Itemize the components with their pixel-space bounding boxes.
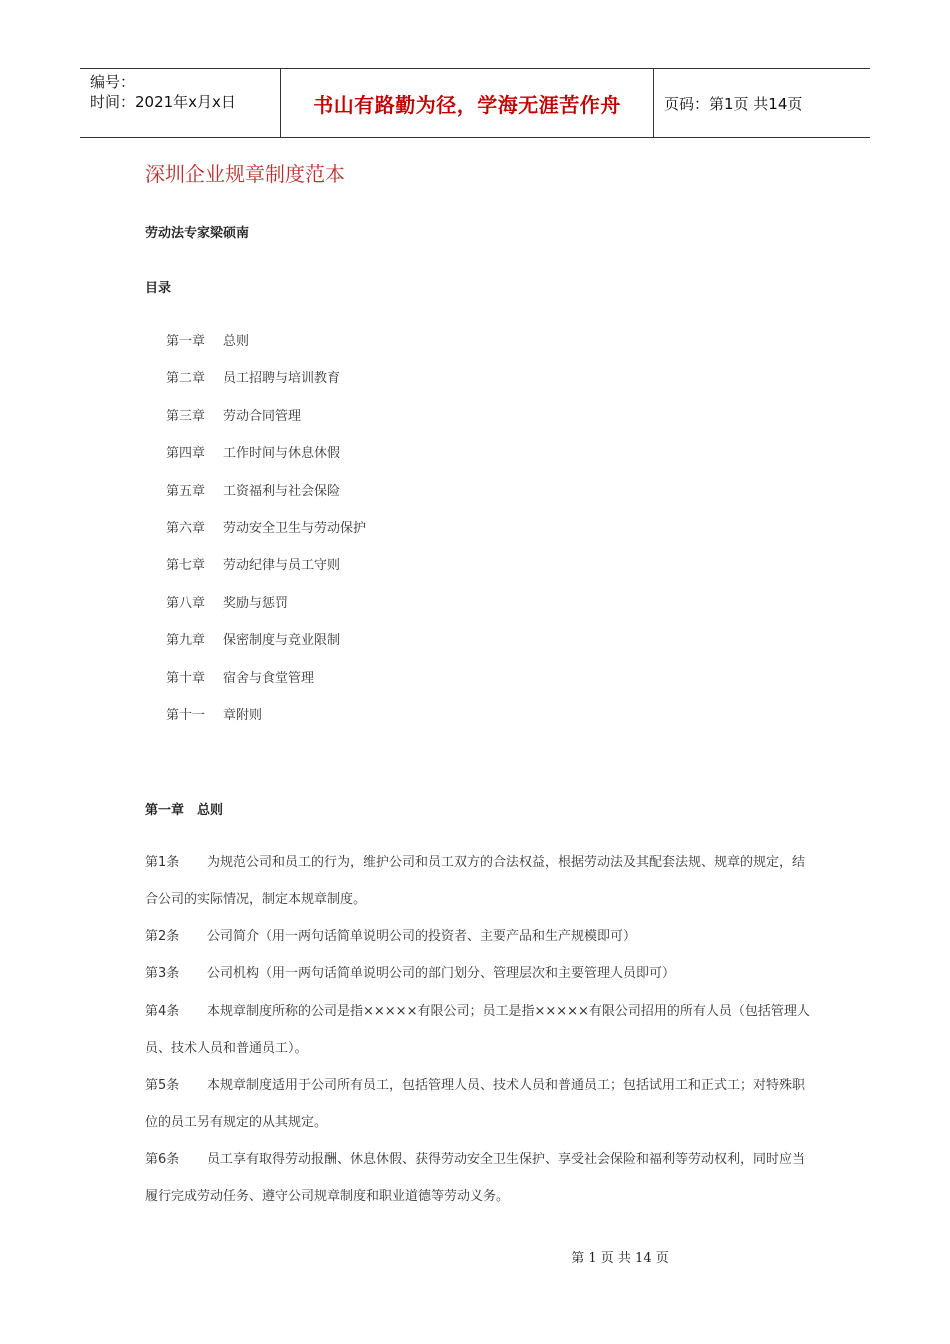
article-text: 公司简介（用一两句话简单说明公司的投资者、主要产品和生产规模即可） [207, 929, 637, 944]
serial-label: 编号： [90, 73, 136, 91]
toc-item [166, 480, 366, 517]
article-text: 员工享有取得劳动报酬、休息休假、获得劳动安全卫生保护、享受社会保险和福利等劳动权利，同时应当履行完成劳动任务、遵守公司规章制度和职业道德等劳动义务。 [145, 1152, 806, 1205]
toc-item-title: 员工招聘与培训教育 [223, 371, 341, 387]
toc-item-number: 第四章 [166, 446, 206, 462]
toc-item [166, 442, 366, 479]
page-header [80, 68, 870, 138]
toc-item-title: 保密制度与竞业限制 [223, 633, 341, 649]
article-number: 第4条 [145, 1004, 180, 1019]
toc-item-title: 总则 [223, 334, 250, 349]
toc-item-title: 工资福利与社会保险 [223, 483, 341, 499]
toc-item-number: 第一章 [166, 334, 206, 349]
header-page-info: 页码：第1页 共14页 [664, 94, 803, 113]
toc-item [166, 330, 366, 367]
toc-item [166, 704, 366, 741]
article-text: 本规章制度所称的公司是指×××××有限公司；员工是指×××××有限公司招用的所有人员（包括管理人员、技术人员和普通员工）。 [145, 1004, 810, 1057]
article-1 [145, 844, 810, 919]
article-number: 第3条 [145, 966, 180, 981]
toc-heading: 目录 [145, 281, 172, 296]
author-line: 劳动法专家梁硕南 [145, 226, 250, 241]
article-6 [145, 1141, 810, 1216]
toc-item-number: 第二章 [166, 371, 206, 387]
toc-item-title: 奖励与惩罚 [223, 595, 289, 611]
toc-item [166, 405, 366, 442]
toc-item-number: 第十一 [166, 707, 206, 723]
toc-item [166, 629, 366, 666]
article-3 [145, 955, 810, 992]
article-number: 第1条 [145, 855, 180, 870]
toc-item-number: 第九章 [166, 633, 206, 649]
toc-item-number: 第八章 [166, 595, 206, 611]
toc-item-title: 劳动合同管理 [223, 408, 302, 424]
toc-item [166, 667, 366, 704]
time-label: 时间：2021年x月x日 [90, 93, 236, 111]
article-5 [145, 1067, 810, 1142]
article-4 [145, 993, 810, 1068]
toc-item-title: 宿舍与食堂管理 [223, 670, 315, 686]
page-footer: 第 1 页 共 14 页 [571, 1251, 669, 1266]
toc-item-title: 劳动安全卫生与劳动保护 [223, 520, 367, 536]
article-number: 第2条 [145, 929, 180, 944]
article-number: 第6条 [145, 1152, 180, 1167]
toc-item-number: 第六章 [166, 520, 206, 536]
toc-item [166, 554, 366, 591]
article-2 [145, 918, 810, 955]
toc-item [166, 517, 366, 554]
toc-item-number: 第七章 [166, 558, 206, 574]
table-of-contents [166, 330, 366, 741]
header-meta [80, 69, 281, 137]
article-text: 公司机构（用一两句话简单说明公司的部门划分、管理层次和主要管理人员即可） [207, 966, 676, 981]
toc-item-number: 第十章 [166, 670, 206, 686]
article-text: 为规范公司和员工的行为，维护公司和员工双方的合法权益，根据劳动法及其配套法规、规章的规定，结合公司的实际情况，制定本规章制度。 [145, 855, 806, 908]
toc-item-number: 第三章 [166, 408, 206, 424]
toc-item [166, 367, 366, 404]
toc-item-title: 劳动纪律与员工守则 [223, 558, 341, 574]
toc-item [166, 592, 366, 629]
document-title: 深圳企业规章制度范本 [145, 162, 345, 186]
article-text: 本规章制度适用于公司所有员工，包括管理人员、技术人员和普通员工；包括试用工和正式工；对特殊职位的员工另有规定的从其规定。 [145, 1078, 806, 1131]
toc-item-title: 章附则 [223, 707, 263, 723]
header-motto: 书山有路勤为径，学海无涯苦作舟 [281, 69, 654, 137]
chapter-heading: 第一章 总则 [145, 803, 224, 818]
article-number: 第5条 [145, 1078, 180, 1093]
toc-item-title: 工作时间与休息休假 [223, 446, 341, 462]
toc-item-number: 第五章 [166, 483, 206, 499]
